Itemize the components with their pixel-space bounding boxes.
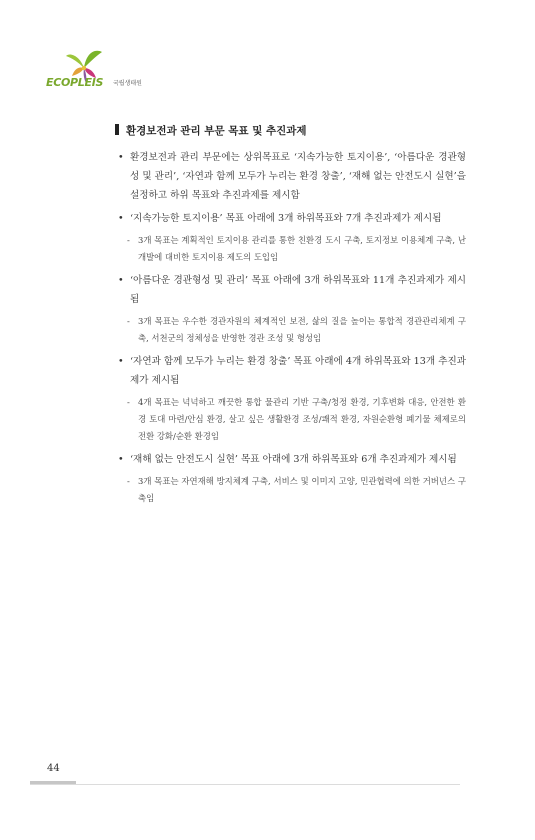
bullet-dot: • bbox=[118, 454, 124, 465]
ecopleis-logo bbox=[46, 46, 156, 96]
logo-wordmark: ECOPLEIS bbox=[46, 76, 104, 89]
bullet-dot: • bbox=[118, 213, 124, 224]
bullet-text: ‘자연과 함께 모두가 누리는 환경 창출’ 목표 아래에 4개 하위목표와 13개 추진과제가 제시됨 bbox=[130, 356, 466, 386]
logo-subtitle: 국립생태원 bbox=[113, 80, 142, 87]
sub-dash: - bbox=[127, 397, 130, 407]
bullet-item-4 bbox=[116, 352, 466, 390]
body-content bbox=[116, 148, 466, 512]
sub-item-2 bbox=[116, 232, 466, 266]
bullet-text: ‘지속가능한 토지이용’ 목표 아래에 3개 하위목표와 7개 추진과제가 제시됨 bbox=[130, 213, 442, 224]
sub-dash: - bbox=[127, 316, 130, 326]
bullet-text: ‘재해 없는 안전도시 실현’ 목표 아래에 3개 하위목표와 6개 추진과제가 제시됨 bbox=[130, 454, 457, 465]
footer-rule bbox=[30, 784, 460, 785]
sub-item-5 bbox=[116, 473, 466, 507]
bullet-text: ‘아름다운 경관형성 및 관리’ 목표 아래에 3개 하위목표와 11개 추진과제가 제시됨 bbox=[130, 275, 466, 305]
bullet-item-3 bbox=[116, 271, 466, 309]
bullet-dot: • bbox=[118, 152, 124, 163]
sub-text: 3개 목표는 자연재해 방지체계 구축, 서비스 및 이미지 고양, 민관협력에 의한 거버넌스 구축임 bbox=[138, 476, 466, 503]
sub-text: 3개 목표는 우수한 경관자원의 체계적인 보전, 삶의 질을 높이는 통합적 경관관리체계 구축, 서천군의 정체성을 반영한 경관 조성 및 형성임 bbox=[138, 316, 466, 343]
section-heading bbox=[115, 123, 307, 138]
sub-dash: - bbox=[127, 235, 130, 245]
sub-text: 3개 목표는 계획적인 토지이용 관리를 통한 친환경 도시 구축, 토지정보 이용체계 구축, 난개발에 대비한 토지이용 제도의 도입임 bbox=[138, 235, 466, 262]
heading-marker bbox=[115, 124, 119, 135]
bullet-item-1 bbox=[116, 148, 466, 205]
sub-text: 4개 목표는 넉넉하고 깨끗한 통합 물관리 기반 구축/청정 환경, 기후변화 대응, 안전한 환경 토대 마련/안심 환경, 살고 싶은 생활환경 조성/쾌적 환경, 자원순환형 폐기물 체제로의 전환 강화/순환 환경임 bbox=[138, 397, 466, 441]
bullet-text: 환경보전과 관리 부문에는 상위목표로 ‘지속가능한 토지이용’, ‘아름다운 경관형성 및 관리’, ‘자연과 함께 모두가 누리는 환경 창출’, ‘재해 없는 안전도시 실현’을 설정하고 하위 목표와 추진과제를 제시함 bbox=[130, 152, 466, 201]
sub-dash: - bbox=[127, 476, 130, 486]
section-heading-text: 환경보전과 관리 부문 목표 및 추진과제 bbox=[126, 125, 307, 137]
bullet-dot: • bbox=[118, 275, 124, 286]
sub-item-4 bbox=[116, 394, 466, 445]
bullet-item-2 bbox=[116, 209, 466, 228]
sub-item-3 bbox=[116, 313, 466, 347]
bullet-item-5 bbox=[116, 450, 466, 469]
page-number: 44 bbox=[47, 763, 60, 774]
bullet-dot: • bbox=[118, 356, 124, 367]
